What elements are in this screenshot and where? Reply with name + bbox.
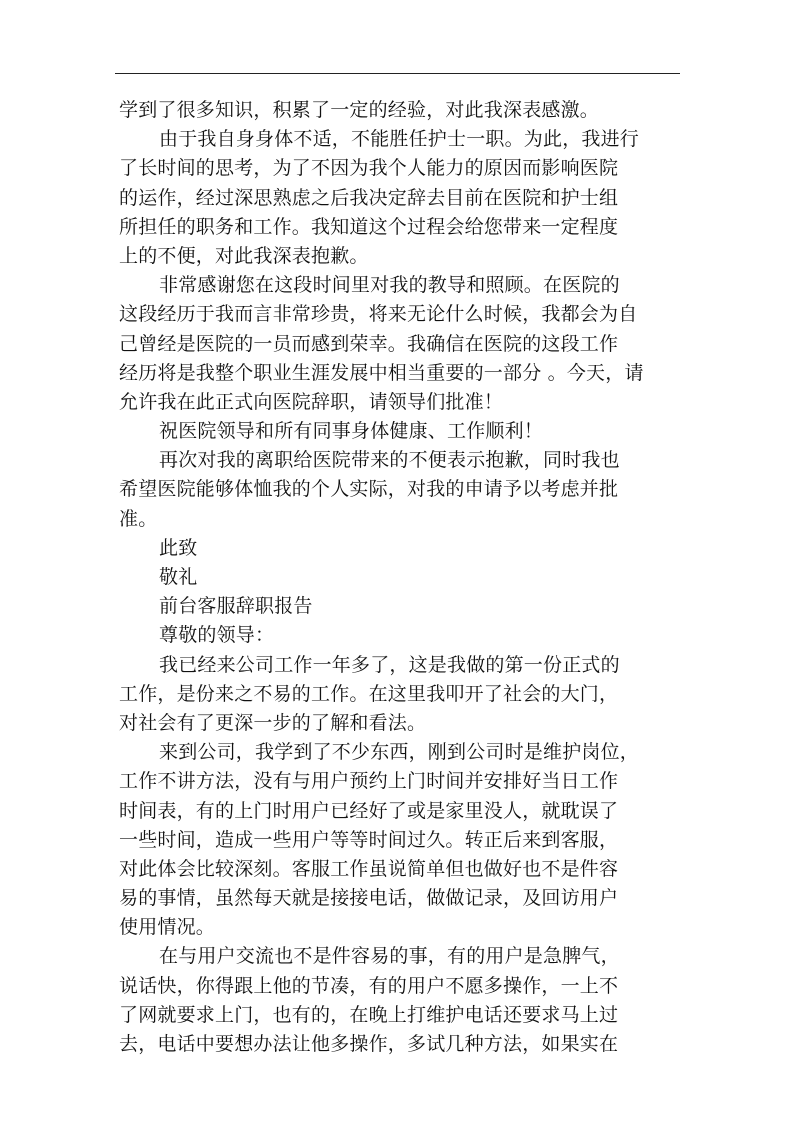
text-line: 所担任的职务和工作。我知道这个过程会给您带来一定程度 xyxy=(119,215,619,238)
text-line: 非常感谢您在这段时间里对我的教导和照顾。在医院的 xyxy=(159,274,620,297)
text-line: 的运作，经过深思熟虑之后我决定辞去目前在医院和护士组 xyxy=(119,186,619,209)
text-line: 希望医院能够体恤我的个人实际，对我的申请予以考虑并批 xyxy=(119,478,619,501)
text-line: 经历将是我整个职业生涯发展中相当重要的一部分 。今天，请 xyxy=(119,361,644,384)
document-body xyxy=(119,96,679,1059)
text-line: 允许我在此正式向医院辞职，请领导们批准！ xyxy=(119,390,504,413)
text-line: 了长时间的思考，为了不因为我个人能力的原因而影响医院 xyxy=(119,157,619,180)
text-line: 此致 xyxy=(159,536,198,559)
text-line: 时间表，有的上门时用户已经好了或是家里没人，就耽误了 xyxy=(119,799,619,822)
text-line: 来到公司，我学到了不少东西，刚到公司时是维护岗位， xyxy=(159,741,640,764)
text-line: 使用情况。 xyxy=(119,916,216,939)
text-line: 工作，是份来之不易的工作。在这里我叩开了社会的大门， xyxy=(119,682,619,705)
text-line: 在与用户交流也不是件容易的事，有的用户是急脾气， xyxy=(159,945,620,968)
text-line: 上的不便，对此我深表抱歉。 xyxy=(119,244,369,267)
text-line: 学到了很多知识，积累了一定的经验，对此我深表感激。 xyxy=(119,99,600,121)
text-line: 尊敬的领导： xyxy=(159,624,275,647)
text-line: 敬礼 xyxy=(159,566,198,588)
text-line: 一些时间，造成一些用户等等时间过久。转正后来到客服， xyxy=(119,828,619,851)
text-line: 说话快，你得跟上他的节凑，有的用户不愿多操作，一上不 xyxy=(119,974,619,997)
text-line: 对此体会比较深刻。客服工作虽说简单但也做好也不是件容 xyxy=(119,857,619,880)
text-line: 这段经历于我而言非常珍贵，将来无论什么时候，我都会为自 xyxy=(119,303,638,326)
text-line: 了网就要求上门，也有的，在晚上打维护电话还要求马上过 xyxy=(119,1003,619,1026)
text-line: 对社会有了更深一步的了解和看法。 xyxy=(119,711,427,734)
text-line: 工作不讲方法，没有与用户预约上门时间并安排好当日工作 xyxy=(119,770,619,793)
text-line: 准。 xyxy=(119,507,158,530)
text-line: 我已经来公司工作一年多了，这是我做的第一份正式的 xyxy=(159,653,620,676)
text-line: 由于我自身身体不适，不能胜任护士一职。为此，我进行 xyxy=(159,128,640,151)
text-line: 前台客服辞职报告 xyxy=(159,595,313,618)
header-rule xyxy=(115,73,680,74)
text-line: 去，电话中要想办法让他多操作，多试几种方法，如果实在 xyxy=(119,1033,619,1055)
text-line: 易的事情，虽然每天就是接接电话，做做记录，及回访用户 xyxy=(119,887,619,910)
text-line: 己曾经是医院的一员而感到荣幸。我确信在医院的这段工作 xyxy=(119,332,619,355)
text-line: 再次对我的离职给医院带来的不便表示抱歉，同时我也 xyxy=(159,449,620,472)
text-line: 祝医院领导和所有同事身体健康、工作顺利！ xyxy=(159,420,544,443)
